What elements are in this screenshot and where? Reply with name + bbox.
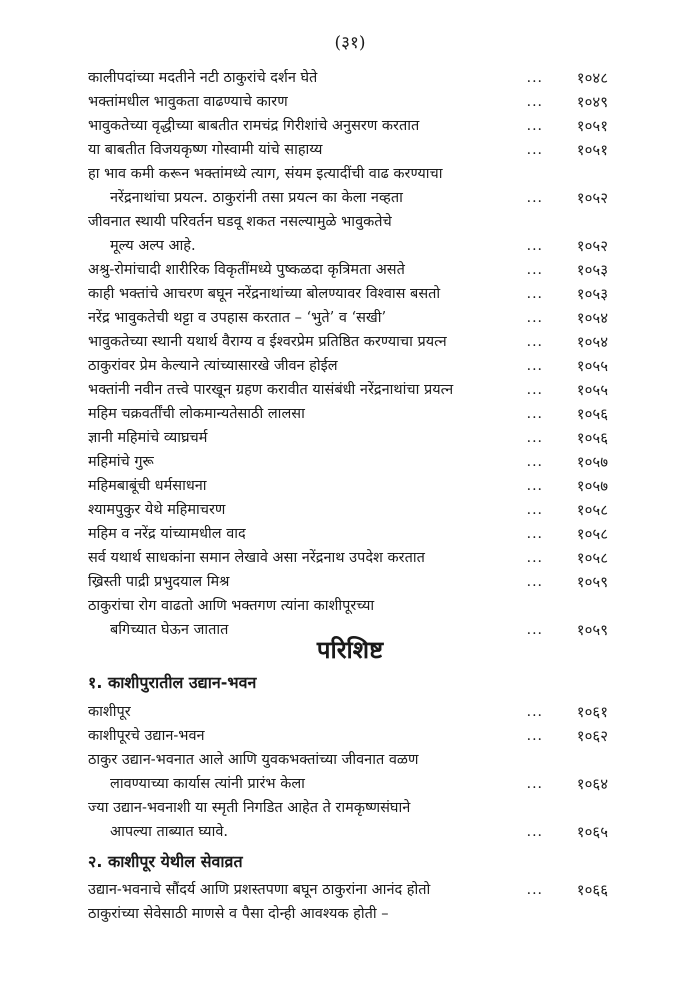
toc-entry [88, 402, 618, 426]
toc-page-number: १०६२ [576, 727, 608, 745]
toc-page-number: १०५३ [576, 261, 608, 279]
toc-page-number: १०६५ [576, 823, 608, 841]
toc-page-number: १०५८ [576, 501, 608, 519]
toc-page-number: १०५३ [576, 285, 608, 303]
toc-entry [88, 474, 618, 498]
toc-page-number: १०५५ [576, 381, 608, 399]
toc-page-number: १०४८ [576, 69, 608, 87]
toc-entry [88, 546, 618, 570]
toc-entry [88, 306, 618, 330]
toc-page-number: १०५१ [576, 141, 608, 159]
toc-list [88, 66, 618, 642]
toc-page-number: १०५८ [576, 525, 608, 543]
toc-page-number: १०५७ [576, 477, 608, 495]
toc-leader-dots: ... [526, 882, 543, 898]
toc-entry [88, 724, 618, 748]
toc-entry-title: ठाकुरांवर प्रेम केल्याने त्यांच्यासारखे जीवन होईल [88, 358, 338, 374]
toc-page-number: १०५२ [576, 237, 608, 255]
toc-entry-title-continued: मूल्य अल्प आहे. [110, 238, 196, 254]
toc-entry-title: ठाकुरांच्या सेवेसाठी माणसे व पैसा दोन्ही आवश्यक होती – [88, 906, 389, 922]
section-list-kashipur-service [88, 878, 618, 926]
toc-entry [88, 66, 618, 90]
toc-entry [88, 700, 618, 724]
section-list-kashipur-garden [88, 700, 618, 844]
toc-entry-title: हा भाव कमी करून भक्तांमध्ये त्याग, संयम इत्यादींची वाढ करण्याचा [88, 166, 443, 182]
toc-entry [88, 878, 618, 902]
toc-entry-title: काशीपूर [88, 704, 131, 720]
toc-entry-title: भावुकतेच्या स्थानी यथार्थ वैराग्य व ईश्वरप्रेम प्रतिष्ठित करण्याचा प्रयत्न [88, 334, 447, 350]
toc-leader-dots: ... [526, 550, 543, 566]
toc-leader-dots: ... [526, 502, 543, 518]
toc-leader-dots: ... [526, 70, 543, 86]
toc-entry-title: महिम चक्रवर्तींची लोकमान्यतेसाठी लालसा [88, 406, 305, 422]
toc-entry [88, 522, 618, 546]
toc-entry [88, 426, 618, 450]
toc-leader-dots: ... [526, 382, 543, 398]
toc-leader-dots: ... [526, 286, 543, 302]
toc-page-number: १०५९ [576, 621, 608, 639]
toc-entry-title: भक्तांनी नवीन तत्त्वे पारखून ग्रहण करावीत यासंबंधी नरेंद्रनाथांचा प्रयत्न [88, 382, 454, 398]
toc-entry-title: भक्तांमधील भावुकता वाढण्याचे कारण [88, 94, 288, 110]
toc-leader-dots: ... [526, 824, 543, 840]
toc-entry [88, 282, 618, 306]
toc-page-number: १०५४ [576, 309, 608, 327]
toc-entry-title: भावुकतेच्या वृद्धीच्या बाबतीत रामचंद्र गिरीशांचे अनुसरण करतात [88, 118, 420, 134]
toc-entry-title: ठाकुरांचा रोग वाढतो आणि भक्तगण त्यांना काशीपूरच्या [88, 598, 375, 614]
toc-leader-dots: ... [526, 622, 543, 638]
toc-page-number: १०४९ [576, 93, 608, 111]
toc-entry [88, 354, 618, 378]
toc-leader-dots: ... [526, 526, 543, 542]
toc-entry-title-continued: नरेंद्रनाथांचा प्रयत्न. ठाकुरांनी तसा प्रयत्न का केला नव्हता [110, 190, 403, 206]
toc-leader-dots: ... [526, 94, 543, 110]
toc-leader-dots: ... [526, 406, 543, 422]
toc-leader-dots: ... [526, 574, 543, 590]
toc-entry [88, 450, 618, 474]
toc-entry [88, 210, 618, 258]
toc-entry-title: महिमबाबूंची धर्मसाधना [88, 478, 207, 494]
toc-page-number: १०५५ [576, 357, 608, 375]
toc-leader-dots: ... [526, 238, 543, 254]
toc-page-number: १०५८ [576, 549, 608, 567]
toc-entry [88, 796, 618, 844]
section-heading-kashipur-service: २. काशीपूर येथील सेवाव्रत [88, 852, 243, 871]
toc-entry-title-continued: आपल्या ताब्यात घ्यावे. [110, 824, 229, 840]
toc-page-number: १०६४ [576, 775, 608, 793]
toc-page-number: १०५१ [576, 117, 608, 135]
toc-entry-title: कालीपदांच्या मदतीने नटी ठाकुरांचे दर्शन घेते [88, 70, 318, 86]
toc-leader-dots: ... [526, 190, 543, 206]
toc-leader-dots: ... [526, 142, 543, 158]
toc-leader-dots: ... [526, 728, 543, 744]
toc-entry [88, 498, 618, 522]
toc-entry-title: अश्रु-रोमांचादी शारीरिक विकृतींमध्ये पुष्कळदा कृत्रिमता असते [88, 262, 405, 278]
toc-entry-title: महिमांचे गुरू [88, 454, 154, 470]
toc-page-number: १०५६ [576, 429, 608, 447]
toc-entry-title: जीवनात स्थायी परिवर्तन घडवू शकत नसल्यामुळे भावुकतेचे [88, 214, 392, 230]
toc-leader-dots: ... [526, 310, 543, 326]
toc-page-number: १०५९ [576, 573, 608, 591]
toc-leader-dots: ... [526, 776, 543, 792]
toc-page-number: १०५७ [576, 453, 608, 471]
appendix-title: परिशिष्ट [316, 636, 384, 664]
toc-entry [88, 114, 618, 138]
toc-entry-title: ज्ञानी महिमांचे व्याघ्रचर्म [88, 430, 208, 446]
toc-entry-title-continued: बगिच्यात घेऊन जातात [110, 622, 229, 638]
toc-entry-title: नरेंद्र भावुकतेची थट्टा व उपहास करतात – ‘भुते’ व ‘सखी’ [88, 310, 387, 326]
toc-leader-dots: ... [526, 704, 543, 720]
toc-entry [88, 902, 618, 926]
toc-entry [88, 162, 618, 210]
toc-entry-title: या बाबतीत विजयकृष्ण गोस्वामी यांचे साहाय्य [88, 142, 323, 158]
toc-page-number: १०६१ [576, 703, 608, 721]
section-heading-kashipur-garden: १. काशीपुरातील उद्यान-भवन [88, 673, 257, 692]
toc-entry [88, 138, 618, 162]
toc-leader-dots: ... [526, 262, 543, 278]
toc-entry-title: काही भक्तांचे आचरण बघून नरेंद्रनाथांच्या बोलण्यावर विश्वास बसतो [88, 286, 441, 302]
toc-entry [88, 90, 618, 114]
toc-entry-title: सर्व यथार्थ साधकांना समान लेखावे असा नरेंद्रनाथ उपदेश करतात [88, 550, 425, 566]
toc-leader-dots: ... [526, 454, 543, 470]
toc-entry-title: उद्यान-भवनाचे सौंदर्य आणि प्रशस्तपणा बघून ठाकुरांना आनंद होतो [88, 882, 431, 898]
toc-entry [88, 378, 618, 402]
toc-leader-dots: ... [526, 478, 543, 494]
toc-entry-title: ठाकुर उद्यान-भवनात आले आणि युवकभक्तांच्या जीवनात वळण [88, 752, 419, 768]
toc-entry-title: ज्या उद्यान-भवनाशी या स्मृती निगडित आहेत ते रामकृष्णसंघाने [88, 800, 411, 816]
page-number: (३१) [334, 33, 366, 53]
toc-entry [88, 330, 618, 354]
toc-leader-dots: ... [526, 358, 543, 374]
toc-entry-title: काशीपूरचे उद्यान-भवन [88, 728, 205, 744]
toc-page-number: १०६६ [576, 881, 608, 899]
toc-page-number: १०५४ [576, 333, 608, 351]
toc-entry-title: महिम व नरेंद्र यांच्यामधील वाद [88, 526, 246, 542]
toc-entry-title: ख्रिस्ती पाद्री प्रभुदयाल मिश्र [88, 574, 230, 590]
toc-leader-dots: ... [526, 118, 543, 134]
toc-page-number: १०५६ [576, 405, 608, 423]
toc-page-number: १०५२ [576, 189, 608, 207]
toc-leader-dots: ... [526, 430, 543, 446]
toc-leader-dots: ... [526, 334, 543, 350]
toc-entry [88, 570, 618, 594]
toc-entry [88, 748, 618, 796]
toc-entry [88, 258, 618, 282]
toc-entry-title: श्यामपुकुर येथे महिमाचरण [88, 502, 226, 518]
toc-entry-title-continued: लावण्याच्या कार्यास त्यांनी प्रारंभ केला [110, 776, 305, 792]
